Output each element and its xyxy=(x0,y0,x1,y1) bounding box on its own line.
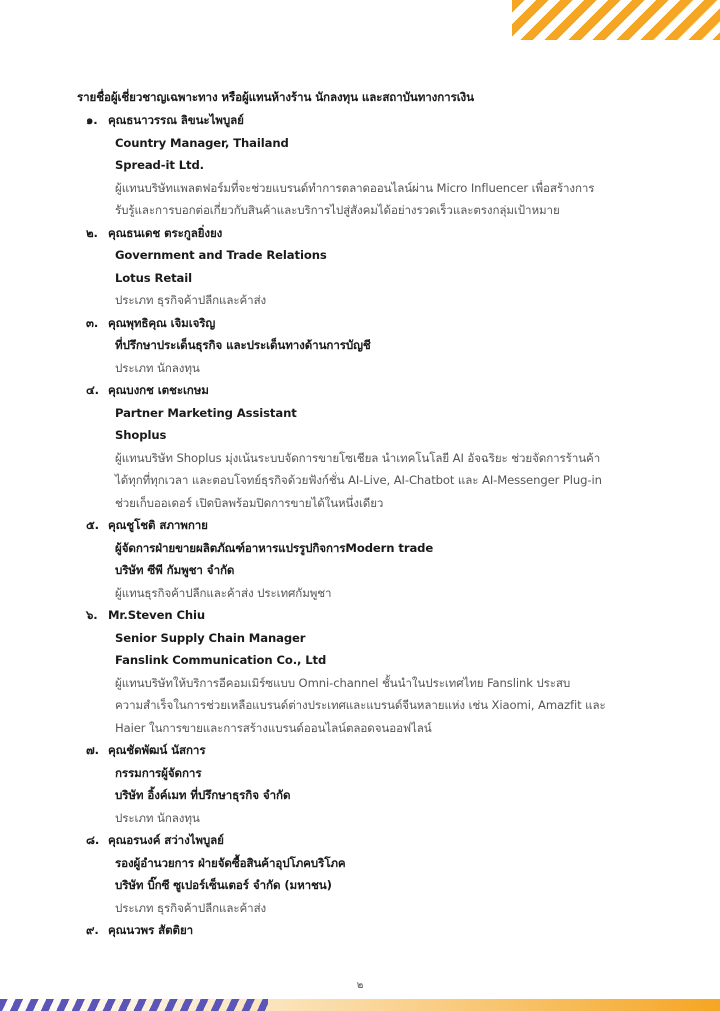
entry-detail: ผู้จัดการฝ่ายขายผลิตภัณฑ์อาหารแปรรูปกิจการModern trade xyxy=(115,540,434,555)
entry-person-name: คุณนวพร สัตติยา xyxy=(108,923,194,937)
entry-name xyxy=(86,607,205,623)
entry-person-name: คุณพุทธิคุณ เจิมเจริญ xyxy=(108,315,216,330)
entry-description: ประเภท ธุรกิจค้าปลีกและค้าส่ง xyxy=(115,900,267,915)
entry-number: ๓. xyxy=(86,315,99,330)
entry-description: รับรู้และการบอกต่อเกี่ยวกับสินค้าและบริการไปสู่สังคมได้อย่างรวดเร็วและตรงกลุ่มเป้าหมาย xyxy=(115,203,560,217)
entry-description: ผู้แทนธุรกิจค้าปลีกและค้าส่ง ประเทศกัมพูชา xyxy=(115,585,332,600)
entry-person-name: Mr.Steven Chiu xyxy=(108,608,206,622)
entry-name xyxy=(86,225,222,241)
entry-detail: Fanslink Communication Co., Ltd xyxy=(115,653,327,667)
entry-number: ๙. xyxy=(86,923,99,937)
entry-description: ประเภท นักลงทุน xyxy=(115,810,200,825)
entry-number: ๔. xyxy=(86,383,99,397)
entry-name xyxy=(86,315,215,331)
entry-detail: ที่ปรึกษาประเด็นธุรกิจ และประเด็นทางด้านการบัญชี xyxy=(115,338,371,352)
entry-number: ๘. xyxy=(86,833,100,847)
entry-name xyxy=(86,922,193,938)
entry-detail: Senior Supply Chain Manager xyxy=(115,630,306,645)
entry-person-name: คุณชัดพัฒน์ นัสการ xyxy=(108,743,206,757)
entry-detail: บริษัท ซีพี กัมพูชา จำกัด xyxy=(115,563,235,577)
entry-detail: Country Manager, Thailand xyxy=(115,135,289,150)
entry-number: ๒. xyxy=(86,225,98,240)
entry-person-name: คุณชูโชติ สภาพกาย xyxy=(108,518,208,532)
entry-name xyxy=(86,382,209,398)
entry-detail: บริษัท บิ๊กซี ซูเปอร์เซ็นเตอร์ จำกัด (มหาชน) xyxy=(115,878,332,892)
entry-description: ผู้แทนบริษัท Shoplus มุ่งเน้นระบบจัดการขายโซเชียล นำเทคโนโลยี AI อัจฉริยะ ช่วยจัดการร้านค้า xyxy=(115,450,601,465)
page-heading: รายชื่อผู้เชี่ยวชาญเฉพาะทาง หรือผู้แทนห้างร้าน นักลงทุน และสถาบันทางการเงิน xyxy=(77,90,474,104)
entry-number: ๗. xyxy=(86,743,99,757)
entry-detail: รองผู้อำนวยการ ฝ่ายจัดซื้อสินค้าอุปโภคบริโภค xyxy=(115,855,346,870)
entry-number: ๑. xyxy=(86,113,98,127)
corner-stripe-decoration xyxy=(512,0,720,40)
entry-detail: บริษัท อิ้งค์เมท ที่ปรึกษาธุรกิจ จำกัด xyxy=(115,788,291,802)
entry-name xyxy=(86,742,205,758)
entry-number: ๕. xyxy=(86,518,99,532)
entry-name xyxy=(86,832,224,848)
entry-person-name: คุณธนาวรรณ ลิขนะไพบูลย์ xyxy=(108,113,244,127)
entry-number: ๖. xyxy=(86,608,98,622)
entry-detail: Partner Marketing Assistant xyxy=(115,405,297,420)
entry-person-name: คุณอรนงค์ สว่างไพบูลย์ xyxy=(108,833,224,847)
entry-person-name: คุณบงกช เตชะเกษม xyxy=(108,383,209,397)
entry-description: ผู้แทนบริษัทให้บริการอีคอมเมิร์ซแบบ Omni-channel ชั้นนำในประเทศไทย Fanslink ประสบ xyxy=(115,675,571,690)
entry-detail: Lotus Retail xyxy=(115,270,192,285)
entry-name xyxy=(86,517,208,533)
entry-detail: Government and Trade Relations xyxy=(115,248,327,262)
entry-detail: กรรมการผู้จัดการ xyxy=(115,765,202,780)
entry-description: ความสำเร็จในการช่วยเหลือแบรนด์ต่างประเทศและแบรนด์จีนหลายแห่ง เช่น Xiaomi, Amazfit และ xyxy=(115,698,606,712)
entry-detail: Shoplus xyxy=(115,428,167,442)
entry-detail: Spread-it Ltd. xyxy=(115,158,204,172)
entry-name xyxy=(86,112,244,128)
entry-description: ผู้แทนบริษัทแพลตฟอร์มที่จะช่วยแบรนด์ทำการตลาดออนไลน์ผ่าน Micro Influencer เพื่อสร้างการ xyxy=(115,180,595,195)
entry-description: ได้ทุกที่ทุกเวลา และตอบโจทย์ธุรกิจด้วยฟังก์ชั่น AI-Live, AI-Chatbot และ AI-Messenger Plug-in xyxy=(115,473,602,487)
entry-person-name: คุณธนเดช ตระกูลยิ่งยง xyxy=(108,225,223,240)
footer-dash-decoration xyxy=(0,999,268,1011)
entry-description: Haier ในการขายและการสร้างแบรนด์ออนไลน์ตลอดจนออฟไลน์ xyxy=(115,720,432,735)
entry-description: ช่วยเก็บออเดอร์ เปิดบิลพร้อมปิดการขายได้ในหนึ่งเดียว xyxy=(115,495,384,510)
page-number: ๒ xyxy=(356,980,364,991)
entry-description: ประเภท นักลงทุน xyxy=(115,360,200,375)
entry-description: ประเภท ธุรกิจค้าปลีกและค้าส่ง xyxy=(115,293,267,307)
